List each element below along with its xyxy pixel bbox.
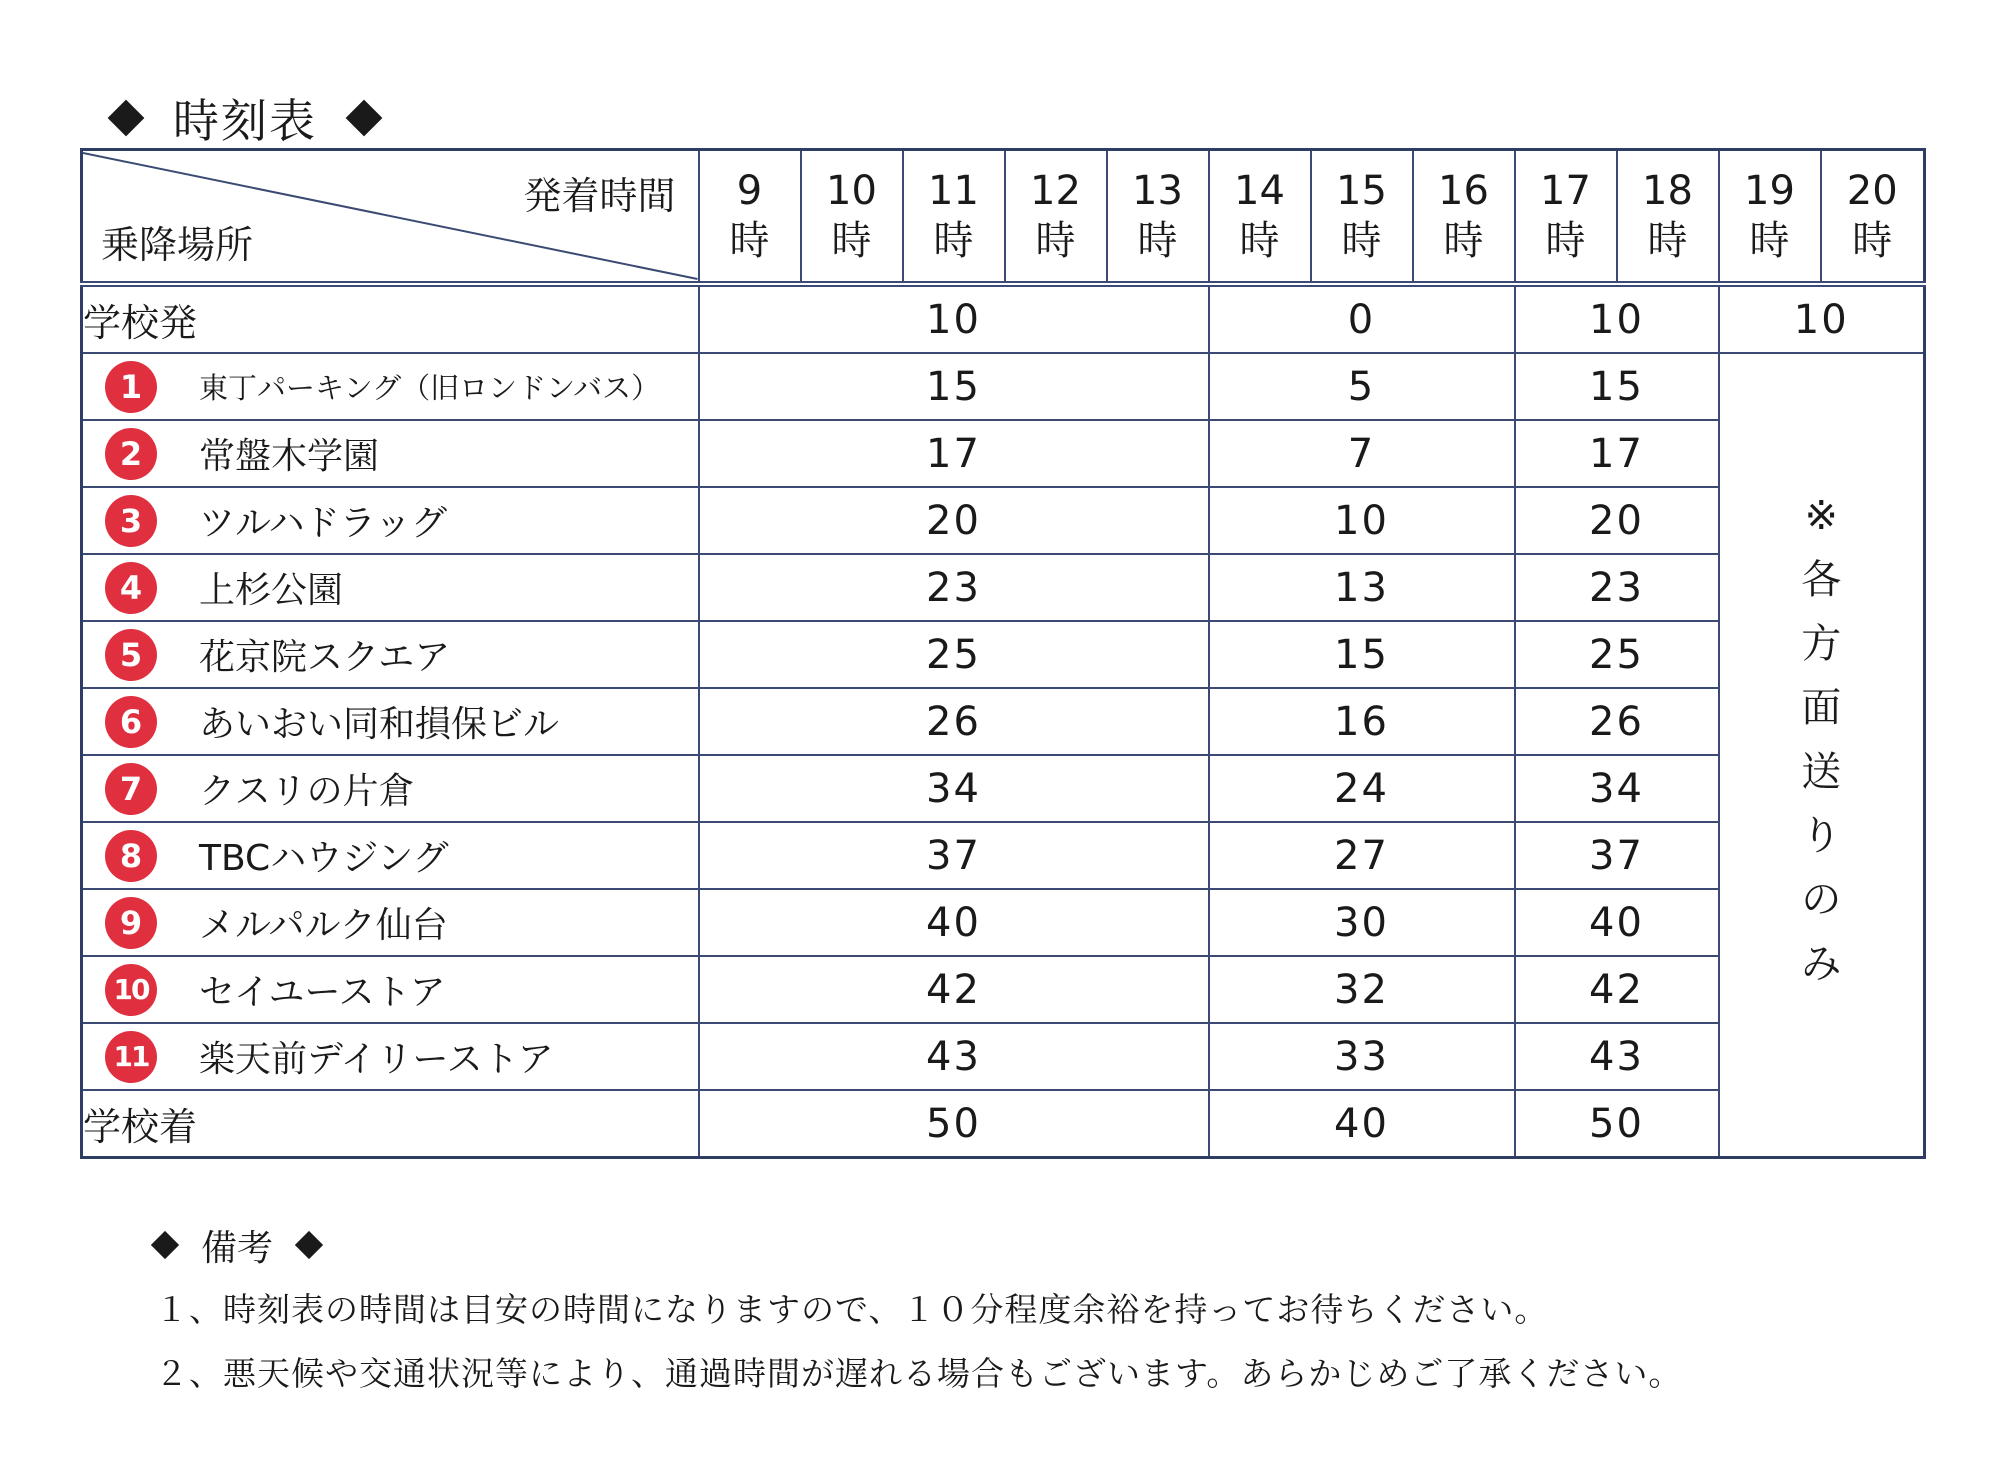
hour-header-12: 12 時 bbox=[1005, 150, 1107, 285]
time-cell: 43 bbox=[699, 1023, 1209, 1090]
time-cell: 43 bbox=[1515, 1023, 1719, 1090]
evening-note: ※ 各 方 面 送 り の み bbox=[1719, 353, 1925, 1158]
school-arrival-label: 学校着 bbox=[82, 1090, 699, 1158]
time-cell: 15 bbox=[699, 353, 1209, 420]
stop-name: あいおい同和損保ビル bbox=[199, 704, 560, 745]
stop-cell bbox=[82, 822, 699, 889]
diamond-icon bbox=[346, 100, 383, 137]
stop-row bbox=[82, 487, 1925, 554]
stop-number-badge: 5 bbox=[105, 629, 157, 681]
stop-cell bbox=[82, 956, 699, 1023]
hour-header-16: 16 時 bbox=[1413, 150, 1515, 285]
remarks-heading bbox=[155, 1220, 1682, 1270]
hour-header-9: 9 時 bbox=[699, 150, 801, 285]
corner-header bbox=[82, 150, 699, 285]
header-row bbox=[82, 150, 1925, 285]
time-cell: 0 bbox=[1209, 284, 1515, 353]
stop-name: 花京院スクエア bbox=[199, 637, 451, 678]
hour-header-17: 17 時 bbox=[1515, 150, 1617, 285]
time-cell: 25 bbox=[699, 621, 1209, 688]
time-cell: 40 bbox=[699, 889, 1209, 956]
stop-row bbox=[82, 420, 1925, 487]
time-cell: 23 bbox=[1515, 554, 1719, 621]
stop-name: クスリの片倉 bbox=[199, 771, 415, 812]
stop-name: 楽天前デイリーストア bbox=[199, 1039, 554, 1080]
stop-cell bbox=[82, 755, 699, 822]
stop-number-badge: 7 bbox=[105, 763, 157, 815]
stop-row bbox=[82, 621, 1925, 688]
school-departure-row bbox=[82, 284, 1925, 353]
stop-cell bbox=[82, 487, 699, 554]
stop-name: TBCハウジング bbox=[199, 838, 449, 879]
time-cell: 26 bbox=[1515, 688, 1719, 755]
stop-number-badge: 3 bbox=[105, 495, 157, 547]
time-cell: 50 bbox=[1515, 1090, 1719, 1158]
timetable-heading bbox=[105, 88, 377, 148]
stop-row bbox=[82, 956, 1925, 1023]
time-cell: 34 bbox=[1515, 755, 1719, 822]
time-cell: 27 bbox=[1209, 822, 1515, 889]
time-cell: 40 bbox=[1515, 889, 1719, 956]
stop-cell bbox=[82, 889, 699, 956]
time-cell: 32 bbox=[1209, 956, 1515, 1023]
arrival-departure-label: 発着時間 bbox=[523, 174, 676, 218]
school-departure-label: 学校発 bbox=[82, 284, 699, 353]
time-cell: 37 bbox=[699, 822, 1209, 889]
stop-name: 上杉公園 bbox=[199, 570, 344, 611]
remark-line: ２、悪天候や交通状況等により、通過時間が遅れる場合もございます。あらかじめご了承ください。 bbox=[155, 1354, 1683, 1393]
time-cell: 17 bbox=[699, 420, 1209, 487]
time-cell: 10 bbox=[699, 284, 1209, 353]
timetable bbox=[80, 148, 1926, 1159]
school-arrival-row bbox=[82, 1090, 1925, 1158]
time-cell: 37 bbox=[1515, 822, 1719, 889]
stop-number-badge: 1 bbox=[105, 361, 157, 413]
stop-name: セイユーストア bbox=[199, 972, 446, 1013]
time-cell: 42 bbox=[1515, 956, 1719, 1023]
time-cell: 26 bbox=[699, 688, 1209, 755]
remarks-title: 備考 bbox=[201, 1227, 274, 1269]
time-cell: 10 bbox=[1719, 284, 1925, 353]
remarks-section bbox=[155, 1220, 1682, 1398]
stop-cell bbox=[82, 688, 699, 755]
stop-cell bbox=[82, 554, 699, 621]
stop-number-badge: 9 bbox=[105, 897, 157, 949]
time-cell: 24 bbox=[1209, 755, 1515, 822]
time-cell: 7 bbox=[1209, 420, 1515, 487]
stop-name: ツルハドラッグ bbox=[199, 503, 448, 544]
stop-number-badge: 4 bbox=[105, 562, 157, 614]
stop-number-badge: 6 bbox=[105, 696, 157, 748]
stop-row bbox=[82, 822, 1925, 889]
hour-header-10: 10 時 bbox=[801, 150, 903, 285]
time-cell: 5 bbox=[1209, 353, 1515, 420]
stop-number-badge: 8 bbox=[105, 830, 157, 882]
stop-cell bbox=[82, 1023, 699, 1090]
stop-cell bbox=[82, 621, 699, 688]
time-cell: 13 bbox=[1209, 554, 1515, 621]
stop-cell bbox=[82, 353, 699, 420]
stop-row bbox=[82, 755, 1925, 822]
stop-row bbox=[82, 353, 1925, 420]
stop-number-badge: 2 bbox=[105, 428, 157, 480]
time-cell: 17 bbox=[1515, 420, 1719, 487]
stop-cell bbox=[82, 420, 699, 487]
stop-row bbox=[82, 688, 1925, 755]
diamond-icon bbox=[151, 1231, 179, 1259]
time-cell: 20 bbox=[1515, 487, 1719, 554]
time-cell: 23 bbox=[699, 554, 1209, 621]
stop-name: 常盤木学園 bbox=[199, 436, 380, 477]
stop-number-badge: 11 bbox=[105, 1031, 157, 1083]
time-cell: 50 bbox=[699, 1090, 1209, 1158]
diamond-icon bbox=[295, 1231, 323, 1259]
time-cell: 30 bbox=[1209, 889, 1515, 956]
stop-name: メルパルク仙台 bbox=[199, 905, 448, 946]
stop-row bbox=[82, 554, 1925, 621]
remark-line: １、時刻表の時間は目安の時間になりますので、１０分程度余裕を持ってお待ちください。 bbox=[155, 1290, 1549, 1329]
hour-header-13: 13 時 bbox=[1107, 150, 1209, 285]
time-cell: 15 bbox=[1515, 353, 1719, 420]
time-cell: 42 bbox=[699, 956, 1209, 1023]
time-cell: 25 bbox=[1515, 621, 1719, 688]
stop-name: 東丁パーキング（旧ロンドンバス） bbox=[199, 371, 661, 405]
time-cell: 33 bbox=[1209, 1023, 1515, 1090]
diamond-icon bbox=[108, 100, 145, 137]
page-title: 時刻表 bbox=[173, 94, 317, 148]
time-cell: 20 bbox=[699, 487, 1209, 554]
stop-row bbox=[82, 889, 1925, 956]
hour-header-19: 19 時 bbox=[1719, 150, 1821, 285]
time-cell: 40 bbox=[1209, 1090, 1515, 1158]
time-cell: 10 bbox=[1515, 284, 1719, 353]
hour-header-14: 14 時 bbox=[1209, 150, 1311, 285]
hour-header-20: 20 時 bbox=[1821, 150, 1925, 285]
hour-header-18: 18 時 bbox=[1617, 150, 1719, 285]
time-cell: 10 bbox=[1209, 487, 1515, 554]
stop-number-badge: 10 bbox=[105, 964, 157, 1016]
time-cell: 34 bbox=[699, 755, 1209, 822]
stop-row bbox=[82, 1023, 1925, 1090]
hour-header-15: 15 時 bbox=[1311, 150, 1413, 285]
time-cell: 16 bbox=[1209, 688, 1515, 755]
hour-header-11: 11 時 bbox=[903, 150, 1005, 285]
stop-label: 乗降場所 bbox=[101, 223, 254, 267]
time-cell: 15 bbox=[1209, 621, 1515, 688]
